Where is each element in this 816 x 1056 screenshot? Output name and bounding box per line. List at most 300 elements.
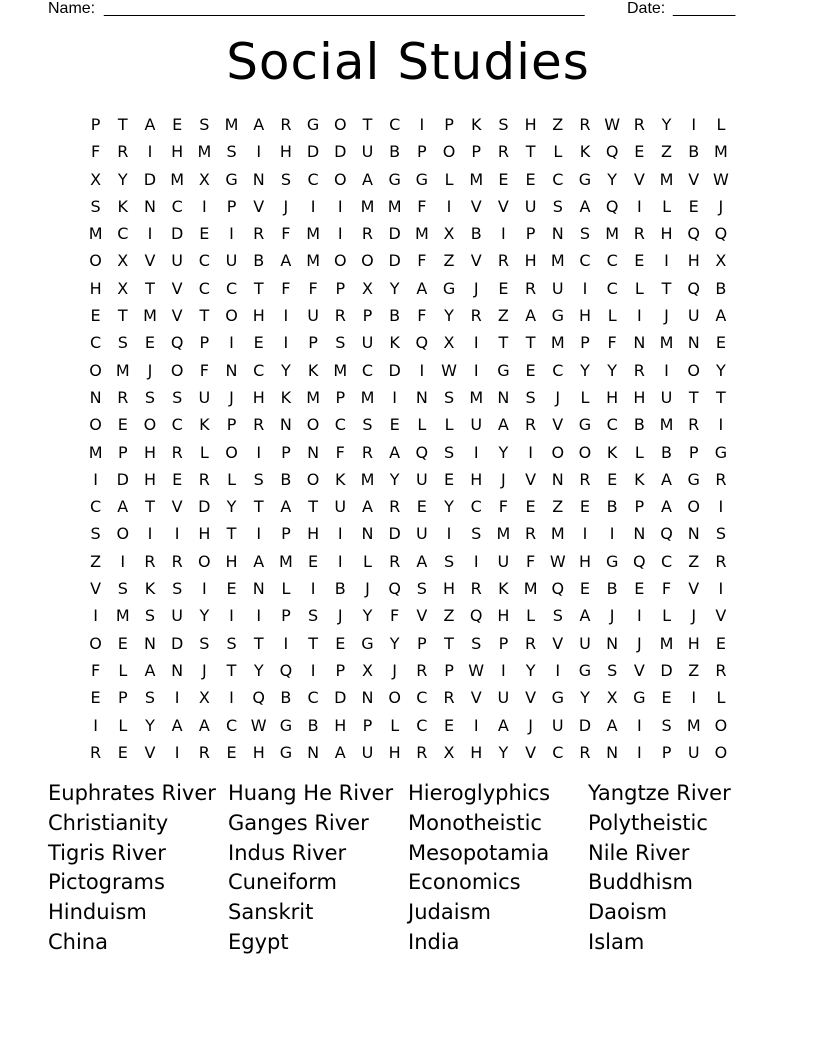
grid-letter: G xyxy=(388,169,401,189)
grid-letter: F xyxy=(281,278,291,298)
grid-letter: A xyxy=(280,251,292,271)
grid-letter: Q xyxy=(415,333,429,353)
grid-letter: R xyxy=(443,688,455,708)
grid-letter: T xyxy=(253,278,264,298)
word-search-grid xyxy=(82,111,735,766)
grid-letter: A xyxy=(253,115,265,134)
grid-letter: B xyxy=(307,715,319,735)
grid-letter: G xyxy=(551,688,564,708)
grid-letter: I xyxy=(229,333,234,353)
grid-letter: O xyxy=(198,551,211,571)
grid-letter: V xyxy=(525,742,537,762)
grid-letter: B xyxy=(389,306,401,326)
grid-letter: B xyxy=(280,688,292,708)
grid-letter: Q xyxy=(687,224,701,244)
grid-letter: A xyxy=(579,606,591,626)
grid-letter: T xyxy=(145,278,155,298)
grid-letter: I xyxy=(93,606,98,626)
grid-letter: U xyxy=(307,306,319,326)
grid-letter: E xyxy=(172,469,183,489)
grid-letter: M xyxy=(714,142,728,162)
grid-letter: N xyxy=(633,524,646,544)
grid-letter: K xyxy=(117,196,129,216)
grid-letter: P xyxy=(498,633,509,653)
grid-letter: O xyxy=(306,415,320,435)
word-list-item: Cuneiform xyxy=(228,870,337,895)
grid-letter: G xyxy=(551,306,564,326)
grid-letter: U xyxy=(198,387,211,407)
grid-letter: J xyxy=(147,360,153,380)
grid-letter: J xyxy=(473,278,479,298)
grid-letter: I xyxy=(283,633,289,653)
grid-letter: T xyxy=(117,306,128,326)
grid-letter: M xyxy=(360,196,375,216)
grid-letter: C xyxy=(225,715,238,735)
grid-letter: S xyxy=(172,579,183,599)
grid-letter: U xyxy=(497,551,510,571)
grid-letter: H xyxy=(143,469,156,489)
grid-letter: E xyxy=(579,497,591,517)
grid-letter: V xyxy=(525,688,537,708)
grid-letter: J xyxy=(392,660,398,680)
grid-letter: S xyxy=(144,688,156,708)
grid-letter: I xyxy=(636,606,642,626)
grid-letter: A xyxy=(334,742,346,762)
grid-letter: Z xyxy=(688,551,700,571)
grid-letter: I xyxy=(636,306,642,326)
page-title: Social Studies xyxy=(226,33,590,91)
grid-letter: O xyxy=(116,524,130,544)
grid-letter: Q xyxy=(388,579,401,599)
grid-letter: R xyxy=(117,387,129,407)
grid-letter: T xyxy=(661,278,672,298)
grid-letter: C xyxy=(225,278,238,298)
grid-letter: W xyxy=(441,360,457,380)
grid-letter: M xyxy=(170,169,185,189)
grid-letter: C xyxy=(307,169,319,189)
grid-letter: P xyxy=(444,660,454,680)
grid-letter: X xyxy=(715,251,727,271)
grid-letter: N xyxy=(279,415,292,435)
grid-letter: S xyxy=(471,524,482,544)
grid-letter: L xyxy=(662,606,671,626)
grid-letter: C xyxy=(552,360,564,380)
grid-letter: G xyxy=(605,551,619,571)
grid-letter: I xyxy=(501,224,506,244)
grid-letter: M xyxy=(659,333,674,353)
grid-letter: D xyxy=(334,688,347,708)
grid-letter: Y xyxy=(580,688,590,708)
grid-row xyxy=(82,657,735,684)
grid-letter: H xyxy=(307,524,320,544)
grid-letter: E xyxy=(525,360,536,380)
grid-letter: I xyxy=(392,387,398,407)
grid-letter: J xyxy=(555,387,561,407)
grid-letter: G xyxy=(415,169,429,189)
grid-letter: N xyxy=(171,660,184,680)
grid-letter: J xyxy=(501,469,506,489)
grid-letter: B xyxy=(633,415,645,435)
grid-letter: Y xyxy=(226,497,237,517)
grid-letter: J xyxy=(365,579,370,599)
grid-letter: J xyxy=(609,606,615,626)
grid-letter: E xyxy=(90,688,101,708)
grid-letter: E xyxy=(172,115,183,134)
grid-letter: Y xyxy=(607,169,618,189)
grid-letter: P xyxy=(117,442,128,462)
grid-letter: Z xyxy=(443,251,455,271)
grid-letter: S xyxy=(552,606,563,626)
grid-letter: P xyxy=(117,688,128,708)
grid-letter: H xyxy=(143,442,156,462)
grid-letter: T xyxy=(253,633,264,653)
grid-letter: C xyxy=(361,360,374,380)
grid-letter: G xyxy=(633,688,646,708)
grid-letter: T xyxy=(308,633,318,653)
grid-letter: H xyxy=(388,742,401,762)
grid-letter: I xyxy=(93,715,98,735)
grid-letter: I xyxy=(283,333,289,353)
grid-letter: H xyxy=(443,579,456,599)
grid-letter: I xyxy=(201,579,207,599)
grid-letter: A xyxy=(171,715,183,735)
grid-letter: D xyxy=(143,169,157,189)
grid-letter: Q xyxy=(660,524,673,544)
grid-letter: N xyxy=(307,442,320,462)
grid-letter: M xyxy=(306,387,320,407)
grid-row xyxy=(82,411,735,438)
grid-letter: W xyxy=(604,115,621,134)
grid-letter: A xyxy=(606,715,618,735)
grid-letter: P xyxy=(661,742,672,762)
grid-letter: G xyxy=(306,115,320,134)
grid-letter: I xyxy=(310,579,316,599)
grid-letter: Y xyxy=(525,660,536,680)
word-list-item: Nile River xyxy=(588,840,690,865)
grid-letter: N xyxy=(633,333,646,353)
grid-letter: E xyxy=(308,551,319,571)
grid-letter: S xyxy=(172,387,183,407)
grid-row xyxy=(82,357,735,384)
grid-letter: S xyxy=(226,633,237,653)
grid-letter: A xyxy=(525,306,537,326)
grid-letter: K xyxy=(498,579,509,599)
grid-letter: H xyxy=(89,278,102,298)
grid-letter: O xyxy=(225,442,238,462)
grid-row xyxy=(82,138,735,165)
grid-letter: T xyxy=(444,633,454,653)
grid-letter: U xyxy=(524,196,537,216)
grid-letter: H xyxy=(252,742,265,762)
grid-letter: H xyxy=(470,469,483,489)
grid-letter: Q xyxy=(633,551,646,571)
grid-letter: T xyxy=(226,660,237,680)
grid-letter: O xyxy=(89,633,102,653)
grid-letter: P xyxy=(688,442,699,462)
grid-letter: M xyxy=(496,524,511,544)
grid-letter: E xyxy=(117,742,128,762)
grid-letter: G xyxy=(442,278,456,298)
grid-row xyxy=(82,193,735,220)
grid-letter: F xyxy=(661,579,672,599)
grid-letter: R xyxy=(525,524,537,544)
word-list-item: Hinduism xyxy=(48,900,147,925)
grid-letter: G xyxy=(361,633,374,653)
grid-letter: U xyxy=(551,715,564,735)
grid-letter: C xyxy=(253,360,265,380)
grid-letter: O xyxy=(333,251,347,271)
grid-letter: P xyxy=(634,497,645,517)
grid-letter: U xyxy=(361,742,374,762)
grid-letter: H xyxy=(279,142,292,162)
grid-letter: R xyxy=(171,551,183,571)
grid-letter: I xyxy=(229,224,234,244)
grid-letter: U xyxy=(660,387,673,407)
grid-letter: E xyxy=(498,169,509,189)
grid-letter: E xyxy=(117,633,128,653)
grid-letter: U xyxy=(225,251,238,271)
grid-letter: I xyxy=(501,660,506,680)
grid-letter: H xyxy=(633,387,646,407)
grid-letter: Y xyxy=(498,742,509,762)
grid-letter: V xyxy=(552,415,564,435)
grid-letter: V xyxy=(715,606,727,626)
grid-letter: M xyxy=(333,360,348,380)
grid-letter: O xyxy=(89,251,102,271)
grid-letter: H xyxy=(578,306,591,326)
grid-letter: M xyxy=(360,387,375,407)
grid-letter: E xyxy=(688,196,699,216)
grid-letter: I xyxy=(609,524,615,544)
grid-letter: U xyxy=(579,633,591,653)
grid-letter: I xyxy=(718,579,724,599)
grid-letter: D xyxy=(388,224,401,244)
grid-letter: M xyxy=(469,169,484,189)
grid-letter: I xyxy=(473,551,479,571)
grid-letter: H xyxy=(524,115,537,134)
grid-letter: V xyxy=(253,196,265,216)
grid-letter: S xyxy=(144,606,156,626)
grid-letter: M xyxy=(306,224,320,244)
grid-letter: A xyxy=(361,497,373,517)
word-list-item: Judaism xyxy=(408,900,491,925)
grid-letter: O xyxy=(687,497,701,517)
grid-letter: I xyxy=(664,360,669,380)
grid-letter: Y xyxy=(199,606,210,626)
grid-letter: P xyxy=(199,333,210,353)
grid-letter: M xyxy=(115,360,130,380)
grid-letter: I xyxy=(555,660,561,680)
grid-letter: B xyxy=(715,278,727,298)
grid-letter: U xyxy=(361,142,374,162)
grid-letter: D xyxy=(116,469,129,489)
grid-letter: T xyxy=(145,497,155,517)
grid-letter: R xyxy=(416,660,428,680)
grid-letter: Q xyxy=(469,606,483,626)
grid-letter: Y xyxy=(253,660,264,680)
grid-letter: S xyxy=(117,333,128,353)
grid-letter: M xyxy=(605,224,620,244)
grid-letter: L xyxy=(553,142,563,162)
grid-letter: Z xyxy=(688,660,700,680)
grid-letter: N xyxy=(361,524,374,544)
grid-letter: O xyxy=(714,715,728,735)
grid-letter: S xyxy=(607,660,618,680)
grid-letter: S xyxy=(335,333,346,353)
grid-letter: K xyxy=(335,469,346,489)
grid-letter: F xyxy=(90,660,101,680)
grid-letter: B xyxy=(606,579,618,599)
grid-letter: O xyxy=(442,142,456,162)
grid-letter: L xyxy=(227,469,236,489)
grid-letter: I xyxy=(473,360,479,380)
grid-letter: D xyxy=(334,142,347,162)
word-list-item: Tigris River xyxy=(48,840,166,865)
grid-letter: J xyxy=(229,387,234,407)
grid-letter: S xyxy=(498,115,509,134)
grid-letter: P xyxy=(580,333,590,353)
word-list-item: Euphrates River xyxy=(48,781,216,805)
grid-letter: I xyxy=(718,415,724,435)
grid-letter: S xyxy=(443,442,455,462)
grid-letter: L xyxy=(716,115,726,134)
grid-letter: R xyxy=(198,742,210,762)
grid-letter: R xyxy=(361,224,374,244)
grid-letter: H xyxy=(606,387,619,407)
grid-letter: F xyxy=(525,551,536,571)
grid-letter: R xyxy=(253,415,265,435)
word-list-item: Yangtze River xyxy=(588,781,731,805)
grid-letter: I xyxy=(174,688,180,708)
grid-letter: J xyxy=(337,606,343,626)
grid-letter: N xyxy=(551,224,564,244)
grid-letter: J xyxy=(718,196,724,216)
grid-letter: I xyxy=(256,524,262,544)
grid-letter: V xyxy=(144,251,156,271)
grid-letter: G xyxy=(578,415,592,435)
grid-letter: N xyxy=(143,633,156,653)
grid-letter: R xyxy=(688,415,700,435)
grid-letter: C xyxy=(606,251,618,271)
grid-letter: K xyxy=(634,469,645,489)
grid-letter: C xyxy=(660,551,673,571)
grid-letter: P xyxy=(362,715,373,735)
grid-letter: I xyxy=(229,606,234,626)
grid-letter: O xyxy=(170,360,184,380)
grid-letter: I xyxy=(310,660,316,680)
grid-letter: N xyxy=(497,387,510,407)
grid-letter: Z xyxy=(552,115,564,134)
grid-letter: E xyxy=(335,633,346,653)
grid-letter: I xyxy=(256,142,262,162)
grid-letter: E xyxy=(443,469,455,489)
grid-letter: P xyxy=(281,524,291,544)
grid-row xyxy=(82,548,735,575)
grid-letter: P xyxy=(362,306,373,326)
grid-letter: L xyxy=(634,278,644,298)
word-list-item: Buddhism xyxy=(588,870,693,895)
word-list-item: Mesopotamia xyxy=(408,840,550,865)
grid-row xyxy=(82,575,735,602)
grid-letter: E xyxy=(226,579,237,599)
grid-letter: Y xyxy=(498,442,509,462)
grid-letter: B xyxy=(661,442,673,462)
grid-letter: R xyxy=(389,497,401,517)
grid-letter: I xyxy=(718,497,724,517)
grid-letter: C xyxy=(470,497,482,517)
grid-letter: R xyxy=(334,306,346,326)
grid-row xyxy=(82,247,735,274)
grid-letter: H xyxy=(171,142,184,162)
grid-letter: L xyxy=(662,196,671,216)
grid-letter: Y xyxy=(117,169,128,189)
grid-letter: P xyxy=(444,115,454,134)
grid-letter: A xyxy=(497,715,509,735)
grid-letter: U xyxy=(171,251,184,271)
grid-letter: X xyxy=(198,169,210,189)
grid-letter: K xyxy=(606,442,618,462)
grid-letter: L xyxy=(444,415,454,435)
grid-letter: Q xyxy=(415,442,429,462)
grid-letter: V xyxy=(470,688,482,708)
grid-letter: M xyxy=(88,442,103,462)
grid-letter: R xyxy=(280,115,292,134)
grid-letter: R xyxy=(470,579,482,599)
grid-letter: S xyxy=(90,524,101,544)
grid-letter: R xyxy=(253,224,265,244)
grid-letter: S xyxy=(715,524,726,544)
grid-letter: Z xyxy=(90,551,102,571)
grid-letter: Y xyxy=(362,606,373,626)
grid-letter: P xyxy=(335,278,346,298)
grid-letter: V xyxy=(171,497,183,517)
word-list-item: Ganges River xyxy=(228,810,369,835)
word-list-item: Daoism xyxy=(588,900,668,925)
grid-letter: R xyxy=(633,360,645,380)
grid-letter: X xyxy=(361,278,373,298)
grid-letter: F xyxy=(199,360,209,380)
grid-letter: S xyxy=(144,387,156,407)
grid-letter: S xyxy=(308,606,319,626)
grid-letter: R xyxy=(90,742,102,762)
grid-letter: F xyxy=(308,278,318,298)
grid-letter: E xyxy=(634,142,645,162)
grid-letter: O xyxy=(89,360,102,380)
grid-letter: Q xyxy=(687,278,701,298)
grid-letter: R xyxy=(497,142,509,162)
grid-letter: I xyxy=(337,224,343,244)
grid-letter: S xyxy=(661,715,672,735)
grid-letter: X xyxy=(443,224,455,244)
grid-letter: L xyxy=(390,715,400,735)
grid-letter: T xyxy=(716,387,726,407)
grid-letter: F xyxy=(390,606,400,626)
word-list-item: Christianity xyxy=(48,810,169,835)
grid-letter: N xyxy=(252,169,265,189)
grid-letter: Y xyxy=(607,360,618,380)
grid-letter: H xyxy=(334,715,347,735)
grid-letter: F xyxy=(417,251,427,271)
grid-letter: S xyxy=(443,551,455,571)
grid-letter: L xyxy=(118,660,128,680)
date-label: Date: xyxy=(627,0,666,17)
grid-letter: K xyxy=(199,415,210,435)
grid-letter: R xyxy=(497,251,509,271)
grid-letter: S xyxy=(117,579,128,599)
grid-letter: F xyxy=(90,142,101,162)
grid-letter: U xyxy=(361,333,374,353)
grid-row xyxy=(82,220,735,247)
